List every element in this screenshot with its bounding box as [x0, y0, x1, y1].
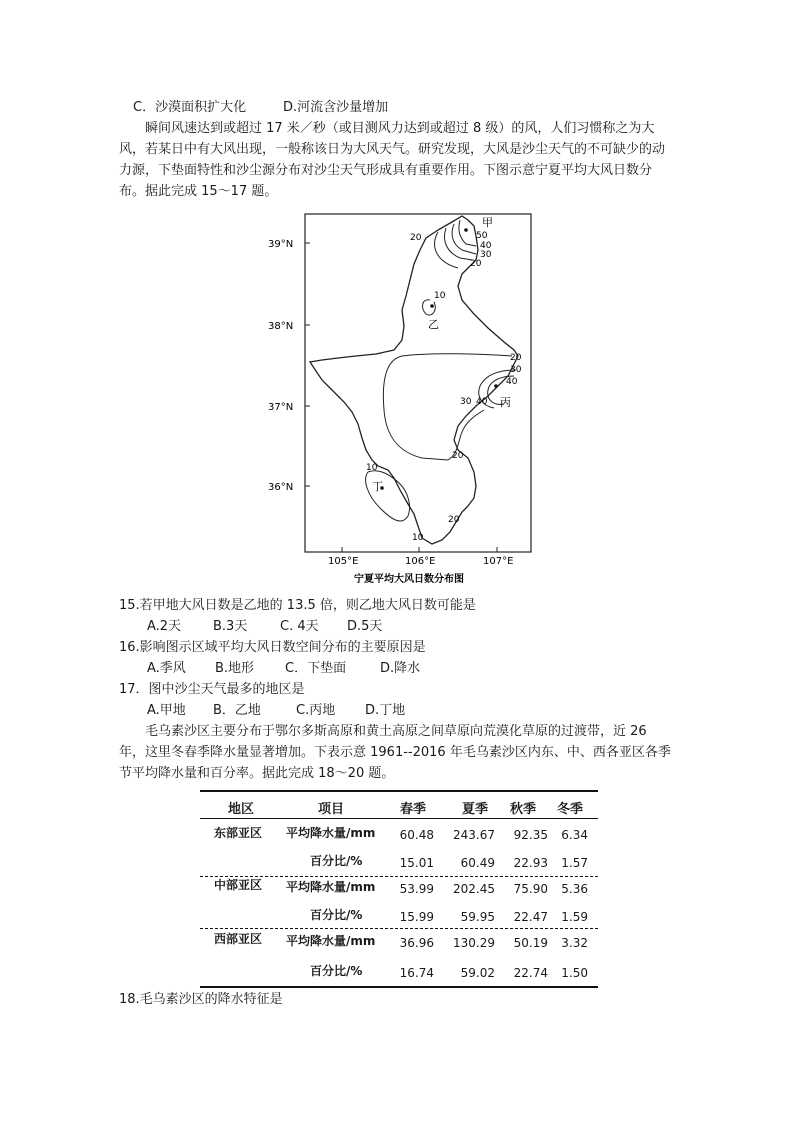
table-cell-value: 130.29 [453, 936, 495, 950]
map-caption: 宁夏平均大风日数分布图 [354, 574, 464, 585]
table-header-rule [200, 818, 598, 819]
place-ding: 丁 [372, 480, 383, 493]
contour-label: 40 [480, 241, 492, 251]
table-cell-value: 50.19 [513, 936, 548, 950]
table-cell-region: 东部亚区 [214, 826, 263, 840]
lat-label-36: 36°N [268, 482, 294, 493]
table-cell-value: 1.50 [561, 966, 588, 980]
lat-label-38: 38°N [268, 321, 294, 332]
table-top-rule [200, 790, 598, 792]
lat-label-37: 37°N [268, 402, 294, 413]
q17-option-d: D.丁地 [365, 703, 406, 718]
contour-label: 30 [510, 365, 522, 375]
contour-label: 20 [410, 233, 422, 243]
contour-label: 30 [460, 397, 472, 407]
table-bottom-rule [200, 986, 598, 988]
contour-10-yi [423, 300, 436, 315]
table-cell-value: 3.32 [561, 936, 588, 950]
q15-option-b: B.3天 [213, 619, 248, 634]
place-yi: 乙 [428, 318, 439, 331]
precipitation-table [200, 788, 598, 990]
q16-option-a: A.季风 [147, 661, 186, 676]
header-item: 项目 [318, 802, 345, 817]
q16-option-b: B.地形 [215, 661, 255, 676]
table-cell-value: 59.02 [460, 966, 495, 980]
header-winter: 冬季 [557, 802, 584, 817]
q17-option-b: B．乙地 [213, 703, 261, 718]
header-autumn: 秋季 [510, 802, 537, 817]
lat-label-39: 39°N [268, 239, 294, 250]
point-bing [494, 384, 498, 388]
table-cell-value: 5.36 [561, 882, 588, 896]
prev-option-d: D.河流含沙量增加 [283, 100, 389, 115]
header-spring: 春季 [400, 802, 427, 817]
contour-30-center [383, 354, 512, 460]
contour-label: 10 [412, 533, 424, 543]
intro-paragraph-2: 毛乌素沙区主要分布于鄂尔多斯高原和黄土高原之间草原向荒漠化草原的过渡带，近 26 年，这里冬春季降水量显著增加。下表示意 1961--2016 年毛乌素沙区内东、中、西各亚区各季节平均降水量和百分率。据此完成 18～20 题。 [119, 724, 671, 781]
place-bing: 丙 [500, 396, 511, 409]
contour-label: 10 [366, 463, 378, 473]
contour-label: 40 [506, 377, 518, 387]
table-cell-item: 百分比/% [310, 964, 363, 978]
q15-option-a: A.2天 [147, 619, 182, 634]
point-jia [464, 228, 468, 232]
contour-label: 50 [476, 231, 488, 241]
contour-50 [459, 220, 476, 246]
q17-stem: 17．图中沙尘天气最多的地区是 [119, 682, 305, 697]
prev-option-c: C．沙漠面积扩大化 [133, 100, 247, 115]
q16-stem: 16.影响图示区域平均大风日数空间分布的主要原因是 [119, 640, 426, 655]
lon-label-105: 105°E [328, 556, 359, 567]
ningxia-boundary [310, 216, 518, 544]
table-dashed-rule [200, 928, 598, 929]
table-cell-item: 平均降水量/mm [286, 934, 376, 948]
contour-40 [452, 224, 476, 254]
table-cell-value: 53.99 [399, 882, 434, 896]
q17-option-c: C.丙地 [296, 703, 336, 718]
contour-label: 10 [434, 291, 446, 301]
table-cell-value: 60.49 [460, 856, 495, 870]
table-cell-value: 75.90 [513, 882, 548, 896]
lon-label-107: 107°E [483, 556, 514, 567]
table-cell-value: 6.34 [561, 828, 588, 842]
table-cell-value: 59.95 [460, 910, 495, 924]
table-cell-region: 中部亚区 [214, 878, 263, 892]
table-cell-value: 243.67 [453, 828, 495, 842]
table-cell-value: 16.74 [399, 966, 434, 980]
contour-label: 20 [452, 451, 464, 461]
contour-label: 20 [448, 515, 460, 525]
table-cell-item: 百分比/% [310, 854, 363, 868]
ningxia-wind-map [262, 210, 534, 590]
lon-label-106: 106°E [405, 556, 436, 567]
map-frame [305, 214, 531, 552]
table-cell-value: 15.01 [399, 856, 434, 870]
q17-option-a: A.甲地 [147, 703, 186, 718]
table-cell-value: 60.48 [399, 828, 434, 842]
table-cell-value: 15.99 [399, 910, 434, 924]
q15-option-d: D.5天 [347, 619, 383, 634]
place-jia: 甲 [482, 216, 493, 229]
header-summer: 夏季 [462, 802, 489, 817]
table-cell-value: 202.45 [453, 882, 495, 896]
intro-paragraph-1: 瞬间风速达到或超过 17 米／秒（或目测风力达到或超过 8 级）的风，人们习惯称之为大风，若某日中有大风出现，一般称该日为大风天气。研究发现，大风是沙尘天气的不可缺少的动力源，下垫面特性和沙尘源分布对沙尘天气形成具有重要作用。下图示意宁夏平均大风日数分布。据此完成 15～17 题。 [119, 121, 666, 199]
point-yi [430, 304, 434, 308]
table-cell-value: 36.96 [399, 936, 434, 950]
table-cell-value: 92.35 [513, 828, 548, 842]
contour-label: 40 [476, 397, 488, 407]
header-region: 地区 [228, 802, 255, 817]
contour-label: 30 [480, 250, 492, 260]
map-figure [262, 210, 534, 590]
q16-option-d: D.降水 [380, 661, 421, 676]
table-cell-region: 西部亚区 [214, 932, 263, 946]
table-cell-value: 22.74 [513, 966, 548, 980]
table-cell-value: 1.59 [561, 910, 588, 924]
contour-20-north [435, 232, 458, 268]
q15-stem: 15.若甲地大风日数是乙地的 13.5 倍，则乙地大风日数可能是 [119, 598, 476, 613]
q15-option-c: C. 4天 [280, 619, 319, 634]
table-cell-item: 平均降水量/mm [286, 826, 376, 840]
q16-option-c: C．下垫面 [285, 661, 347, 676]
q18-stem: 18.毛乌素沙区的降水特征是 [119, 992, 283, 1007]
table-cell-value: 22.93 [513, 856, 548, 870]
table-cell-item: 平均降水量/mm [286, 880, 376, 894]
contour-label: 20 [470, 259, 482, 269]
table-cell-item: 百分比/% [310, 908, 363, 922]
table-cell-value: 22.47 [513, 910, 548, 924]
contour-label: 20 [510, 353, 522, 363]
table-cell-value: 1.57 [561, 856, 588, 870]
